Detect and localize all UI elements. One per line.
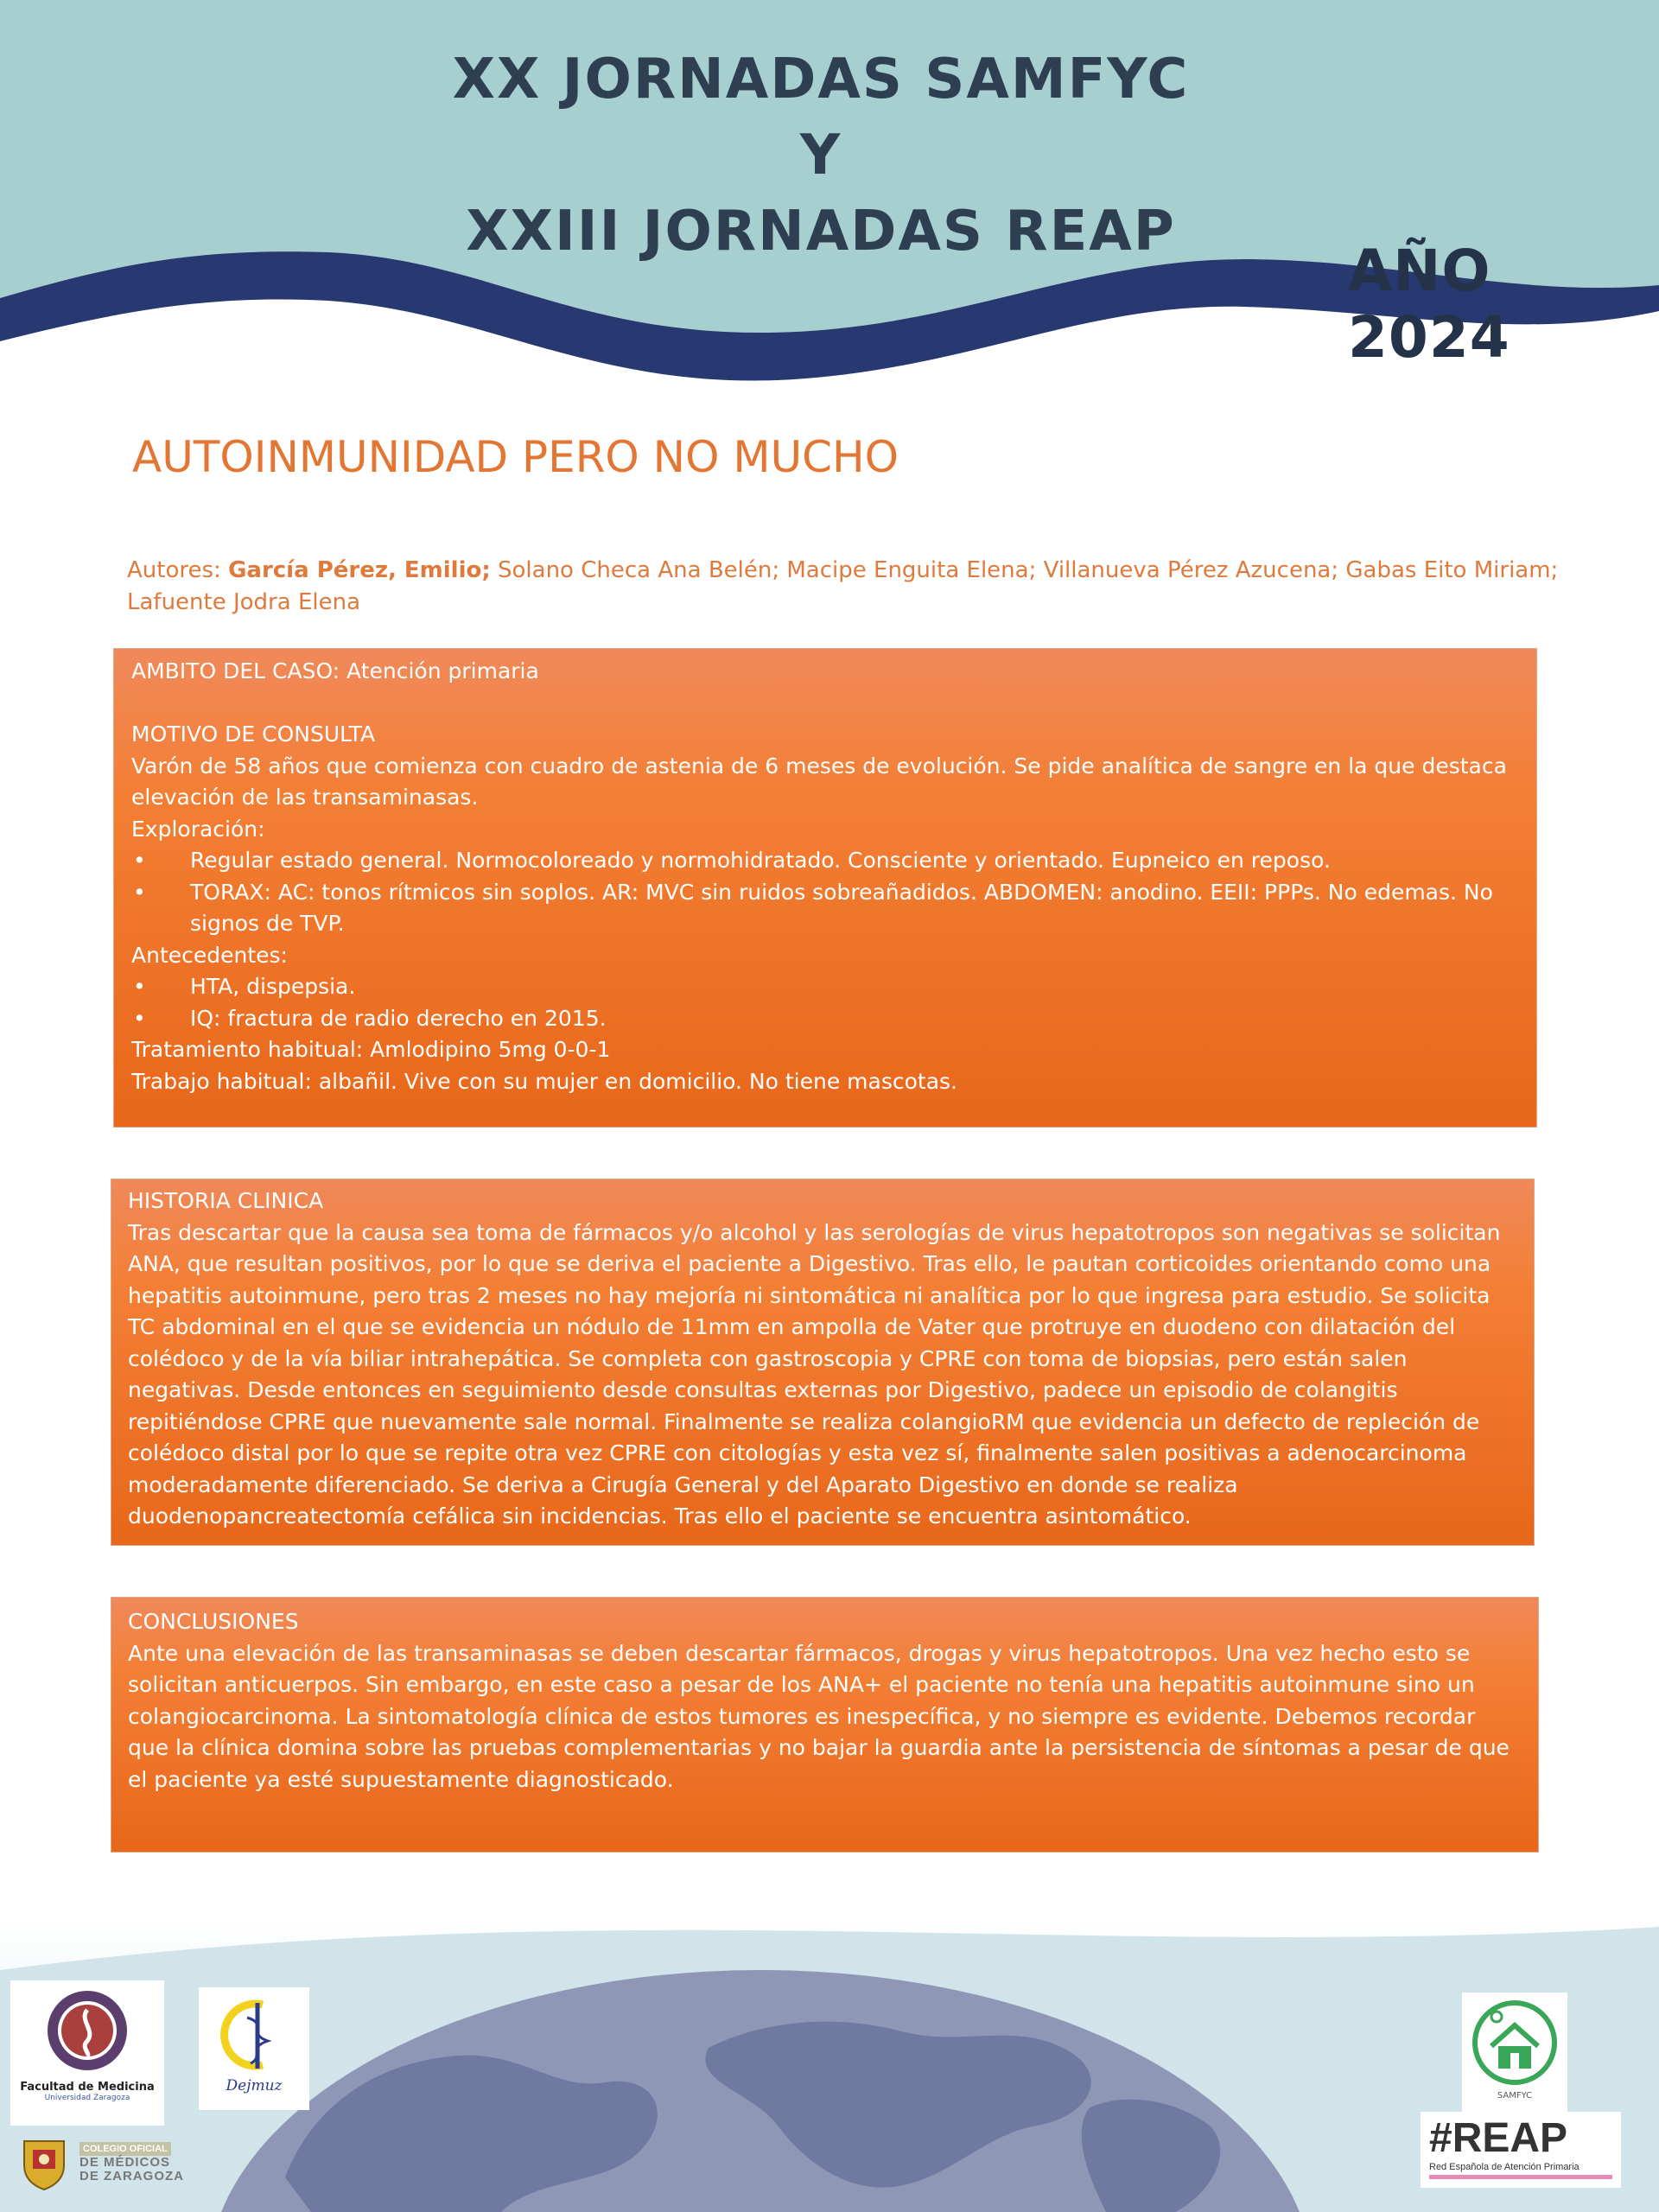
- university-seal-icon: [44, 1987, 130, 2074]
- authors-label: Autores:: [127, 557, 229, 583]
- motivo-text: Varón de 58 años que comienza con cuadro de astenia de 6 meses de evolución. Se pide analítica de sangre en la que destaca elevación de las transaminasas.: [131, 753, 1507, 810]
- poster-title: AUTOINMUNIDAD PERO NO MUCHO: [132, 432, 899, 482]
- authors-line: [127, 555, 1570, 619]
- antecedentes-list: [131, 971, 1519, 1034]
- colegio-line-3: DE ZARAGOZA: [79, 2169, 184, 2183]
- antecedentes-heading: Antecedentes:: [131, 942, 288, 968]
- conclusiones-text: Ante una elevación de las transaminasas se deben descartar fármacos, drogas y virus hepatotropos. Una vez hecho esto se solicitan anticuerpos. Sin embargo, en este caso a pesar de los ANA+ el paciente no tenía una hepatitis autoinmune sino un colangiocarcinoma. La sintomatología clínica de estos tumores es inespecífica, y no siempre es evidente. Debemos recordar que la clínica domina sobre las pruebas complementarias y no bajar la guardia ante la persistencia de síntomas a pesar de que el paciente ya esté supuestamente diagnosticado.: [128, 1640, 1510, 1792]
- colegio-medicos-logo: [19, 2136, 218, 2191]
- list-item: • HTA, dispepsia.: [131, 971, 1519, 1003]
- historia-section: [111, 1179, 1535, 1546]
- samfyc-label: SAMFYC: [1497, 2091, 1533, 2101]
- colegio-line-1: COLEGIO OFICIAL: [79, 2142, 171, 2156]
- list-item: • Regular estado general. Normocoloreado y normohidratado. Consciente y orientado. Eupneico en reposo.: [131, 845, 1519, 877]
- list-item: • TORAX: AC: tonos rítmicos sin soplos. AR: MVC sin ruidos sobreañadidos. ABDOMEN: anodino. EEII: PPPs. No edemas. No signos de TVP.: [131, 877, 1519, 940]
- spacer: [131, 688, 1519, 720]
- motivo-heading: MOTIVO DE CONSULTA: [131, 721, 376, 747]
- other-authors: Solano Checa Ana Belén; Macipe Enguita Elena; Villanueva Pérez Azucena; Gabas Eito Miriam; Lafuente Jodra Elena: [127, 557, 1559, 615]
- house-stethoscope-icon: [1467, 1998, 1562, 2088]
- dejmuz-logo: [199, 1987, 309, 2110]
- reap-logo: [1421, 2112, 1621, 2188]
- historia-heading: HISTORIA CLINICA: [128, 1188, 324, 1213]
- event-title: [0, 41, 1642, 270]
- ambito-text: AMBITO DEL CASO: Atención primaria: [131, 658, 539, 683]
- event-title-line-1: XX JORNADAS SAMFYC: [452, 48, 1190, 111]
- reap-name: #REAP: [1429, 2115, 1568, 2161]
- facultad-line-2: Universidad Zaragoza: [44, 2094, 130, 2102]
- dejmuz-label: Dejmuz: [226, 2077, 283, 2094]
- reap-subtitle: Red Española de Atención Primaria: [1429, 2162, 1612, 2179]
- caduceus-icon: [213, 1996, 296, 2074]
- exploracion-list: [131, 845, 1519, 940]
- trabajo-text: Trabajo habitual: albañil. Vive con su mujer en domicilio. No tiene mascotas.: [131, 1068, 957, 1094]
- event-title-line-3: XXIII JORNADAS REAP: [466, 200, 1176, 264]
- coat-of-arms-icon: [19, 2136, 69, 2191]
- facultad-line-1: Facultad de Medicina: [20, 2081, 155, 2094]
- samfyc-logo: [1462, 1993, 1567, 2112]
- exploracion-heading: Exploración:: [131, 816, 265, 842]
- first-author: García Pérez, Emilio;: [228, 557, 491, 583]
- list-item: • IQ: fractura de radio derecho en 2015.: [131, 1003, 1519, 1035]
- event-year: AÑO 2024: [1348, 238, 1510, 371]
- historia-text: Tras descartar que la causa sea toma de fármacos y/o alcohol y las serologías de virus hepatotropos son negativas se solicitan ANA, que resultan positivos, por lo que se deriva el paciente a Digestivo. Tras ello, le pautan corticoides orientando como una hepatitis autoinmune, pero tras 2 meses no hay mejoría ni sintomática ni analítica por lo que ingresa para estudio. Se solicita TC abdominal en el que se evidencia un nódulo de 11mm en ampolla de Vater que protruye en duodeno con dilatación del colédoco y de la vía biliar intrahepática. Se completa con gastroscopia y CPRE con toma de biopsias, pero están salen negativas. Desde entonces en seguimiento desde consultas externas por Digestivo, padece un episodio de colangitis repitiéndose CPRE que nuevamente sale normal. Finalmente se realiza colangioRM que evidencia un defecto de repleción de colédoco distal por lo que se repite otra vez CPRE con citologías y esta vez sí, finalmente salen positivas a adenocarcinoma moderadamente diferenciado. Se deriva a Cirugía General y del Aparato Digestivo en donde se realiza duodenopancreatectomía cefálica sin incidencias. Tras ello el paciente se encuentra asintomático.: [128, 1219, 1501, 1529]
- conclusiones-heading: CONCLUSIONES: [128, 1609, 299, 1634]
- facultad-medicina-logo: [10, 1980, 164, 2126]
- case-section: [113, 648, 1537, 1128]
- conclusiones-section: [111, 1597, 1539, 1853]
- event-title-line-2: Y: [799, 124, 842, 188]
- tratamiento-text: Tratamiento habitual: Amlodipino 5mg 0-0-1: [131, 1037, 611, 1062]
- colegio-line-2: DE MÉDICOS: [79, 2155, 171, 2170]
